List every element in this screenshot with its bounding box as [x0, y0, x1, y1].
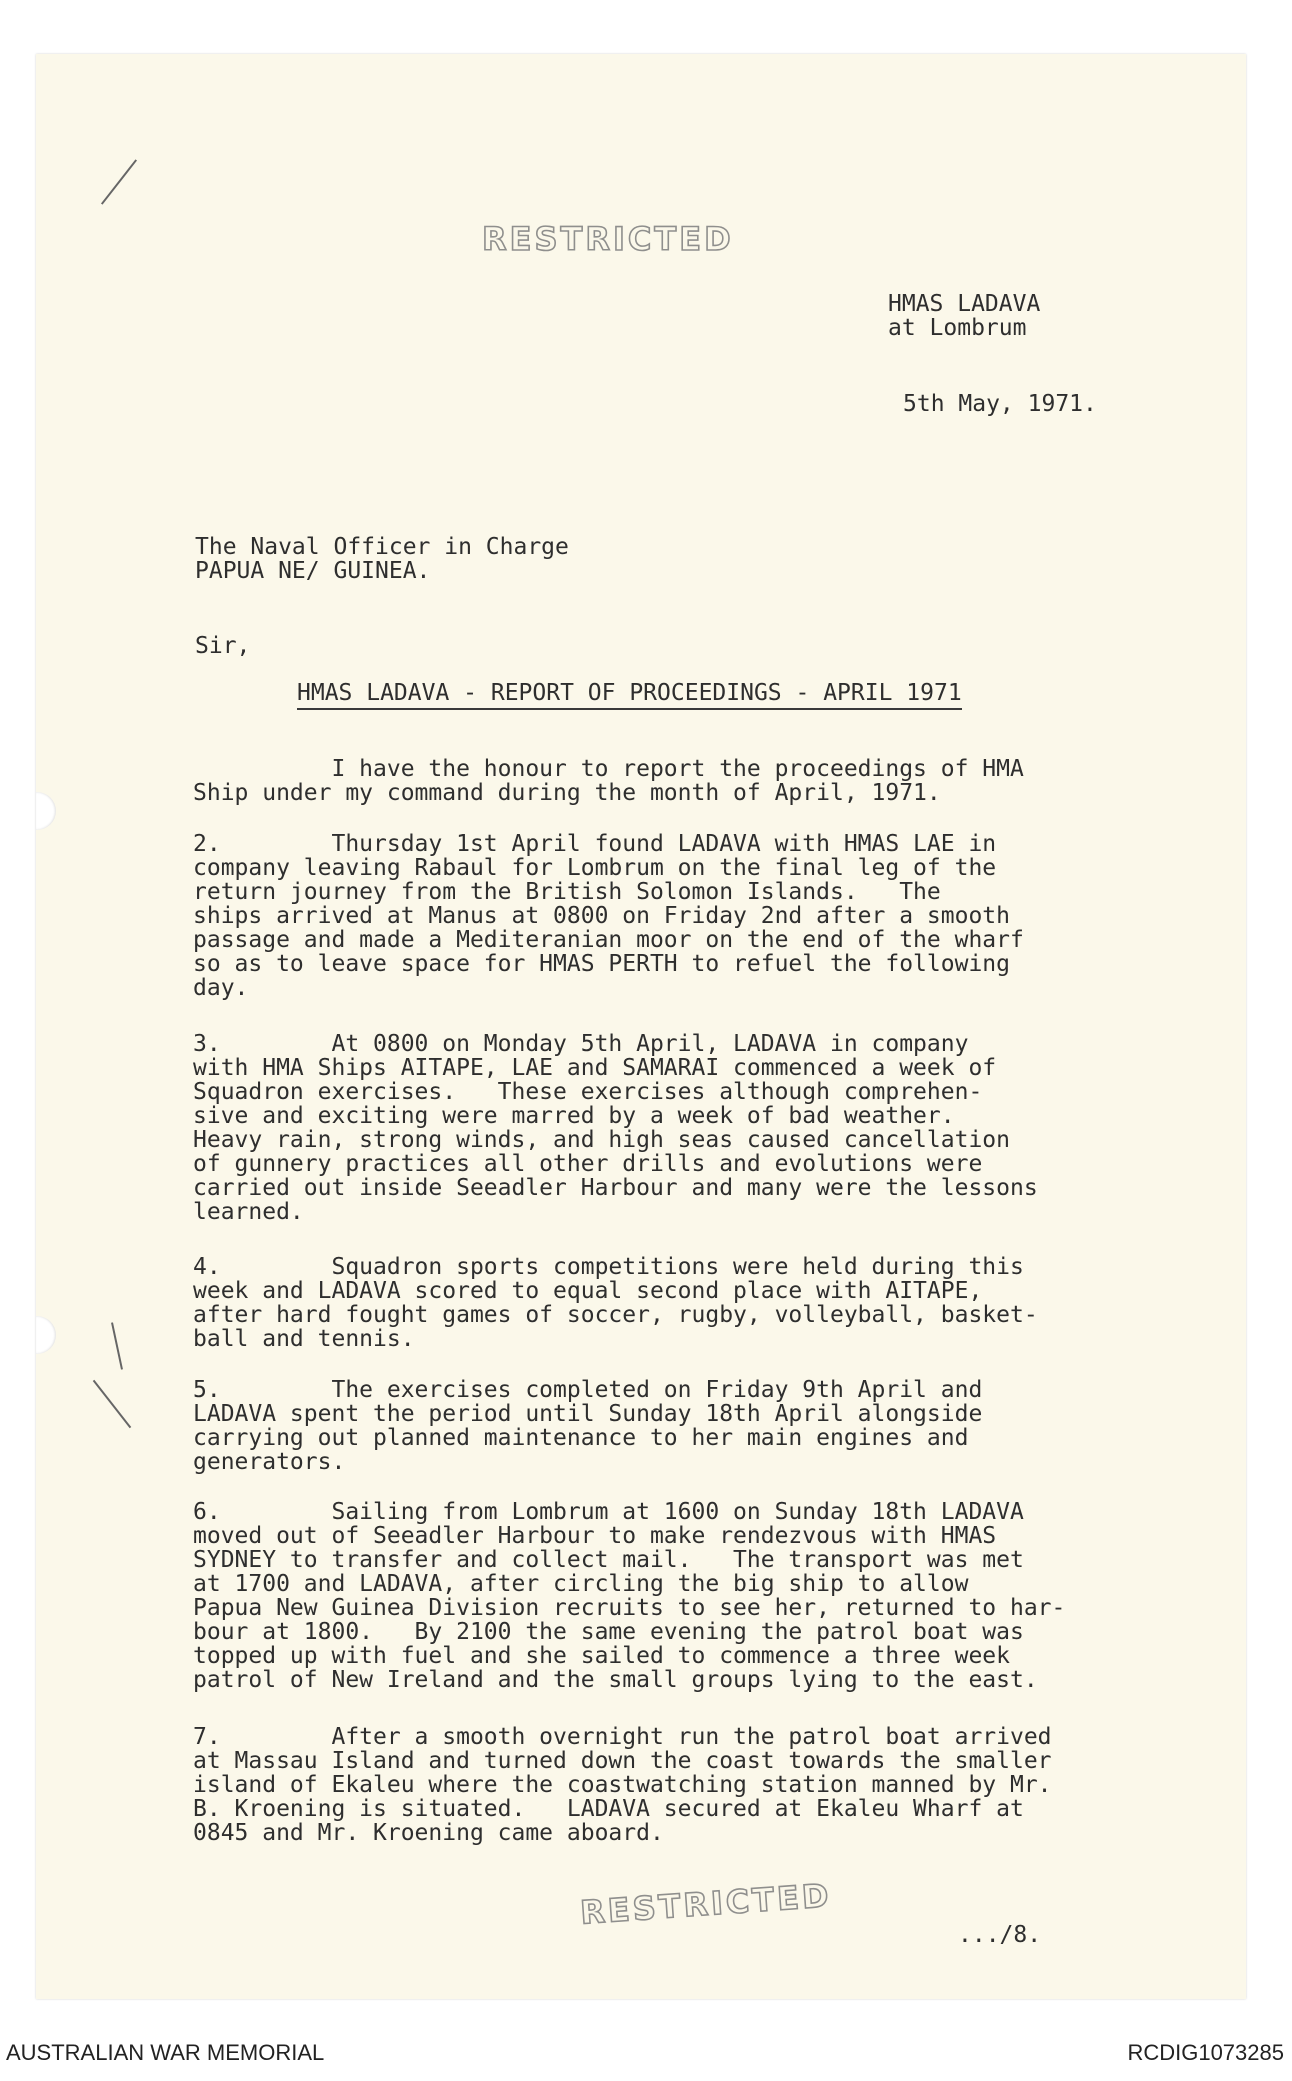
sender-line-1: HMAS LADAVA	[888, 291, 1041, 317]
recipient-line-2: PAPUA NE/ GUINEA.	[195, 558, 431, 584]
punch-hole-bottom	[36, 1316, 56, 1354]
recipient-line-1: The Naval Officer in Charge	[195, 534, 569, 560]
paragraph-7: 7. After a smooth overnight run the patrol boat arrived at Massau Island and turned down the coast towards the smaller island of Ekaleu where the coastwatching station manned by Mr. B. Kroening is situated. LADAVA secured at Ekaleu Wharf at 0845 and Mr. Kroening came aboard.	[193, 1724, 1052, 1846]
paragraph-6: 6. Sailing from Lombrum at 1600 on Sunday 18th LADAVA moved out of Seeadler Harbour to make rendezvous with HMAS SYDNEY to transfer and collect mail. The transport was met at 1700 and LADAVA, after circling the big ship to allow Papua New Guinea Division recruits to see her, returned to har- bour at 1800. By 2100 the same evening the patrol boat was topped up with fuel and she sailed to commence a three week patrol of New Ireland and the small groups lying to the east.	[193, 1499, 1066, 1693]
paragraph-3: 3. At 0800 on Monday 5th April, LADAVA in company with HMA Ships AITAPE, LAE and SAMARAI commenced a week of Squadron exercises. These exercises although comprehen- sive and exciting were marred by a week of bad weather. Heavy rain, strong winds, and high seas caused cancellation of gunnery practices all other drills and evolutions were carried out inside Seeadler Harbour and many were the lessons learned.	[193, 1031, 1038, 1225]
footer-reference-id: RCDIG1073285	[1127, 2040, 1284, 2065]
paragraph-5: 5. The exercises completed on Friday 9th April and LADAVA spent the period until Sunday 18th April alongside carrying out planned maintenance to her main engines and generators.	[193, 1377, 983, 1475]
salutation: Sir,	[195, 633, 251, 659]
pen-mark	[101, 159, 137, 204]
letter-date: 5th May, 1971.	[903, 391, 1097, 417]
punch-hole-top	[36, 792, 56, 830]
pen-mark	[111, 1322, 123, 1369]
paragraph-1: I have the honour to report the proceedings of HMA Ship under my command during the month of April, 1971.	[193, 756, 1024, 806]
pen-mark	[93, 1380, 132, 1429]
restricted-stamp-top: RESTRICTED	[482, 220, 734, 258]
continuation-marker: .../8.	[958, 1922, 1042, 1948]
paragraph-2: 2. Thursday 1st April found LADAVA with HMAS LAE in company leaving Rabaul for Lombrum on the final leg of the return journey from the British Solomon Islands. The ships arrived at Manus at 0800 on Friday 2nd after a smooth passage and made a Mediteranian moor on the end of the wharf so as to leave space for HMAS PERTH to refuel the following day.	[193, 831, 1024, 1001]
letter-subject: HMAS LADAVA - REPORT OF PROCEEDINGS - APRIL 1971	[297, 680, 962, 710]
paragraph-4: 4. Squadron sports competitions were held during this week and LADAVA scored to equal second place with AITAPE, after hard fought games of soccer, rugby, volleyball, basket- ball and tennis.	[193, 1254, 1038, 1352]
document-page	[36, 54, 1246, 1999]
footer-institution: AUSTRALIAN WAR MEMORIAL	[6, 2040, 325, 2065]
sender-line-2: at Lombrum	[888, 315, 1027, 341]
restricted-stamp-bottom: RESTRICTED	[578, 1876, 833, 1932]
